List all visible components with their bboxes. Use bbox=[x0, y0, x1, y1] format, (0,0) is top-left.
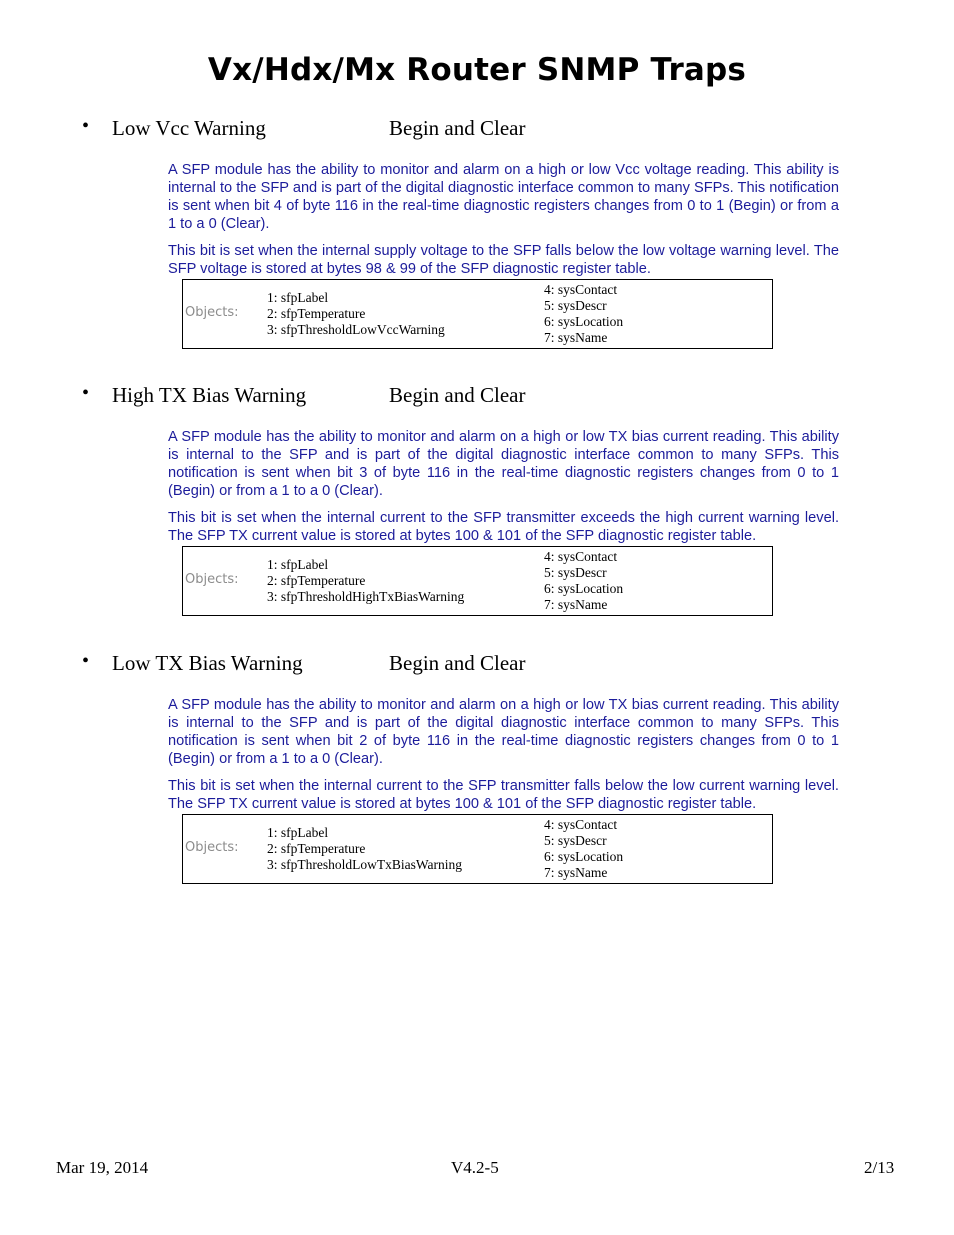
objects-label: Objects: bbox=[185, 305, 239, 320]
bullet-icon: • bbox=[82, 115, 90, 137]
trap-description: A SFP module has the ability to monitor and alarm on a high or low TX bias current reading. This ability is internal to the SFP and is part of the digital diagnostic interface common to many SFPs. This notification is sent when bit 3 of byte 116 in the real-time diagnostic registers changes from 0 to 1 (Begin) or from a 1 to a 0 (Clear). bbox=[168, 429, 839, 499]
trap-section-high-tx-bias bbox=[0, 383, 954, 633]
footer-date: Mar 19, 2014 bbox=[56, 1158, 149, 1177]
object-item: 4: sysContact bbox=[544, 282, 618, 297]
object-item: 3: sfpThresholdLowTxBiasWarning bbox=[267, 857, 463, 872]
object-item: 6: sysLocation bbox=[544, 849, 624, 864]
trap-name: Low Vcc Warning bbox=[112, 116, 266, 140]
object-item: 2: sfpTemperature bbox=[267, 306, 366, 321]
trap-type: Begin and Clear bbox=[389, 116, 526, 140]
trap-type: Begin and Clear bbox=[389, 383, 526, 407]
object-item: 1: sfpLabel bbox=[267, 557, 329, 572]
trap-detail: This bit is set when the internal current to the SFP transmitter falls below the low current warning level. The SFP TX current value is stored at bytes 100 & 101 of the SFP diagnostic register table. bbox=[168, 778, 839, 812]
object-item: 5: sysDescr bbox=[544, 565, 607, 580]
objects-column-2 bbox=[544, 549, 623, 613]
objects-column-1 bbox=[267, 290, 445, 338]
object-item: 1: sfpLabel bbox=[267, 825, 329, 840]
trap-description: A SFP module has the ability to monitor and alarm on a high or low Vcc voltage reading. This ability is internal to the SFP and is part of the digital diagnostic interface common to many SFPs. This notification is sent when bit 4 of byte 116 in the real-time diagnostic registers changes from 0 to 1 (Begin) or from a 1 to a 0 (Clear). bbox=[168, 162, 839, 232]
object-item: 3: sfpThresholdHighTxBiasWarning bbox=[267, 589, 465, 604]
objects-column-2 bbox=[544, 817, 623, 881]
trap-detail: This bit is set when the internal current to the SFP transmitter exceeds the high current warning level. The SFP TX current value is stored at bytes 100 & 101 of the SFP diagnostic register table. bbox=[168, 510, 839, 544]
object-item: 6: sysLocation bbox=[544, 314, 624, 329]
trap-section-low-tx-bias bbox=[0, 651, 954, 901]
object-item: 2: sfpTemperature bbox=[267, 573, 366, 588]
object-item: 4: sysContact bbox=[544, 549, 618, 564]
objects-label: Objects: bbox=[185, 572, 239, 587]
trap-type: Begin and Clear bbox=[389, 651, 526, 675]
objects-column-2 bbox=[544, 282, 623, 346]
object-item: 7: sysName bbox=[544, 597, 608, 612]
objects-column-1 bbox=[267, 557, 464, 605]
trap-name: Low TX Bias Warning bbox=[112, 651, 303, 675]
object-item: 5: sysDescr bbox=[544, 833, 607, 848]
trap-heading bbox=[0, 383, 954, 409]
trap-section-low-vcc bbox=[0, 116, 954, 366]
object-item: 1: sfpLabel bbox=[267, 290, 329, 305]
objects-table bbox=[182, 279, 773, 349]
trap-description: A SFP module has the ability to monitor and alarm on a high or low TX bias current reading. This ability is internal to the SFP and is part of the digital diagnostic interface common to many SFPs. This notification is sent when bit 2 of byte 116 in the real-time diagnostic registers changes from 0 to 1 (Begin) or from a 1 to a 0 (Clear). bbox=[168, 697, 839, 767]
object-item: 3: sfpThresholdLowVccWarning bbox=[267, 322, 445, 337]
trap-heading bbox=[0, 651, 954, 677]
page-title: Vx/Hdx/Mx Router SNMP Traps bbox=[207, 52, 747, 88]
object-item: 5: sysDescr bbox=[544, 298, 607, 313]
trap-heading bbox=[0, 116, 954, 142]
objects-label: Objects: bbox=[185, 840, 239, 855]
footer-page-number: 2/13 bbox=[864, 1158, 895, 1177]
bullet-icon: • bbox=[82, 650, 90, 672]
objects-table bbox=[182, 546, 773, 616]
trap-name: High TX Bias Warning bbox=[112, 383, 307, 407]
object-item: 7: sysName bbox=[544, 865, 608, 880]
objects-column-1 bbox=[267, 825, 462, 873]
object-item: 2: sfpTemperature bbox=[267, 841, 366, 856]
footer-version: V4.2-5 bbox=[451, 1158, 499, 1177]
objects-table bbox=[182, 814, 773, 884]
object-item: 6: sysLocation bbox=[544, 581, 624, 596]
trap-detail: This bit is set when the internal supply voltage to the SFP falls below the low voltage warning level. The SFP voltage is stored at bytes 98 & 99 of the SFP diagnostic register table. bbox=[168, 243, 839, 277]
object-item: 4: sysContact bbox=[544, 817, 618, 832]
object-item: 7: sysName bbox=[544, 330, 608, 345]
bullet-icon: • bbox=[82, 382, 90, 404]
